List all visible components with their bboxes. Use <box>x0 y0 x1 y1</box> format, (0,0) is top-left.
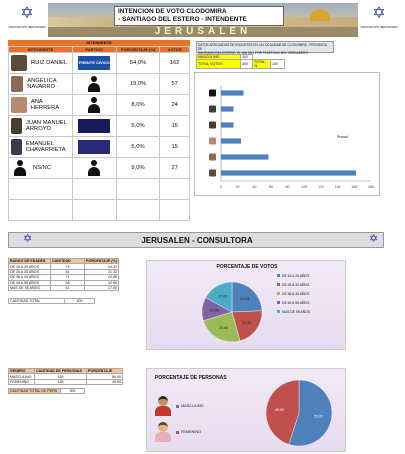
legend-label: DE 36 A 45 AÑOS <box>282 291 310 296</box>
party-logo <box>78 119 110 133</box>
legend-item <box>277 298 345 307</box>
logo-right <box>360 3 398 37</box>
bar-x-tick-label: 40 <box>252 185 257 189</box>
pie-data-label: 55.00 <box>314 414 324 419</box>
age-pct: 17.00 <box>85 285 119 290</box>
age-pie-legend <box>277 271 345 316</box>
person-silhouette-icon <box>87 97 101 113</box>
age-range: DE 26 A 35 AÑOS <box>9 269 51 274</box>
male-person-icon <box>155 396 171 416</box>
candidate-photo <box>11 139 22 155</box>
gender-label: FEMENINO <box>9 379 35 384</box>
gender-row <box>9 379 123 384</box>
col-header-porcentaje: PORCENTAJE (%) <box>116 47 160 53</box>
percent-cell: 8,0% <box>116 95 160 116</box>
bar-category-icon <box>209 170 216 177</box>
legend-label: FEMENINO <box>181 430 202 434</box>
gender-pct: 45.00 <box>87 379 123 384</box>
gender-label: MASCULINO <box>9 374 35 379</box>
percent-cell: 9,0% <box>116 158 160 179</box>
legend-item <box>277 271 345 280</box>
age-total-label: CANTIDAD TOTAL <box>9 299 65 304</box>
col-header-votos: VOTOS <box>160 47 190 53</box>
bar <box>221 170 356 175</box>
age-col-header: PORCENTAJE (%) <box>86 259 117 264</box>
bar-chart-note: Prosud <box>337 135 348 139</box>
age-row <box>9 285 119 290</box>
table-row <box>9 116 190 137</box>
party-logo-frente-civico: FRENTE CIVICO <box>78 56 110 70</box>
age-count: 74 <box>51 275 85 280</box>
candidate-name: JUAN MANUEL ARROYO <box>25 120 67 132</box>
party-cell <box>72 53 116 74</box>
legend-swatch <box>277 274 280 277</box>
table-banner: INTENDENTE <box>8 40 190 46</box>
logo-right-text: ASOCIACION JERUSALEN <box>360 25 398 29</box>
candidate-cell <box>9 137 73 158</box>
gender-col-header: PORCENTAJE <box>87 369 123 374</box>
age-range: MAS DE 55 AÑOS <box>9 285 51 290</box>
bar-x-tick-label: 100 <box>301 185 308 189</box>
age-pct: 21.33 <box>85 269 119 274</box>
consultora-band <box>8 232 384 248</box>
legend-label: DE 16 A 25 AÑOS <box>282 273 310 278</box>
candidate-photo <box>11 76 23 92</box>
bar-x-tick-label: 160 <box>351 185 358 189</box>
pie-data-label: 17.00 <box>218 294 228 299</box>
table-row <box>9 53 190 74</box>
age-pct: 24.66 <box>85 275 119 280</box>
age-range: DE 46 A 55 AÑOS <box>9 280 51 285</box>
summary-label-2: TOTAL VOTOS <box>197 60 241 69</box>
summary-label-3: TOTAL % <box>253 60 271 69</box>
table-row <box>9 158 190 179</box>
star-of-david-icon: ✡ <box>20 5 34 22</box>
bar <box>221 154 269 159</box>
bar-x-tick-label: 80 <box>285 185 290 189</box>
star-of-david-icon: ✡ <box>369 233 379 245</box>
votes-cell: 15 <box>160 116 190 137</box>
consultora-title: JERUSALEN - CONSULTORA <box>141 236 253 245</box>
summary-title-line2: SANTIAGO DEL ESTERO. EL DIA 31/1 POR TELEFONO DEL VERDADERO. <box>198 51 309 55</box>
party-cell <box>72 95 116 116</box>
gender-total-value: 300 <box>61 389 85 394</box>
legend-label: MASCULINO <box>181 404 204 408</box>
bar-category-icon <box>209 106 216 113</box>
bar-category-icon <box>209 138 216 145</box>
legend-swatch <box>277 292 280 295</box>
bar <box>221 90 244 95</box>
logo-left <box>8 3 46 37</box>
age-count: 51 <box>51 285 85 290</box>
votes-cell: 27 <box>160 158 190 179</box>
bar-chart-frame <box>194 72 380 196</box>
age-pct: 12.66 <box>85 280 119 285</box>
summary-value-1: 300 <box>241 55 253 60</box>
gender-count: 165 <box>35 374 87 379</box>
header-band: JERUSALEN <box>48 27 358 37</box>
pie-data-label: 24.66 <box>218 325 228 330</box>
age-count: 73 <box>51 264 85 269</box>
gender-col-header: GENERO <box>9 369 35 374</box>
gender-col-header: CANTIDAD DE PERSONAS <box>35 369 87 374</box>
votes-cell: 24 <box>160 95 190 116</box>
summary-table <box>196 54 285 69</box>
bar-x-tick-label: 180 <box>368 185 374 189</box>
candidate-name: ANGELICA NAVARRO <box>27 78 57 90</box>
bar-x-tick-label: 120 <box>318 185 324 189</box>
bar-chart <box>195 73 381 197</box>
summary-title <box>196 41 334 53</box>
gender-pie-chart <box>263 377 335 449</box>
candidate-photo <box>11 118 22 134</box>
legend-item <box>277 307 345 316</box>
summary-title-line1: DATOS ARROJADOS DE ENCUESTA EN LA LOCALIDAD DE CLODOMIRA - PROVINCIA DE <box>198 43 327 51</box>
age-count: 38 <box>51 280 85 285</box>
candidate-cell <box>9 116 73 137</box>
legend-swatch <box>277 301 280 304</box>
legend-swatch <box>176 405 179 408</box>
percent-cell: 54,0% <box>116 53 160 74</box>
female-person-icon <box>155 422 171 442</box>
percent-cell: 5,0% <box>116 137 160 158</box>
legend-swatch <box>277 310 280 313</box>
candidate-cell <box>9 53 73 74</box>
bar-x-tick-label: 140 <box>334 185 341 189</box>
pie-data-label: 24.33 <box>239 297 249 302</box>
legend-label: DE 46 A 55 AÑOS <box>282 300 310 305</box>
age-range: DE 36 A 45 AÑOS <box>9 275 51 280</box>
person-silhouette-icon <box>87 160 101 176</box>
age-col-header: CANTIDAD <box>51 259 85 264</box>
bar <box>221 106 234 111</box>
legend-swatch <box>277 283 280 286</box>
legend-label: DE 26 A 35 AÑOS <box>282 282 310 287</box>
age-pie-title: PORCENTAJE DE VOTOS <box>216 264 278 270</box>
party-cell <box>72 158 116 179</box>
party-cell <box>72 116 116 137</box>
candidate-cell <box>9 158 73 179</box>
age-pie-chart <box>197 277 267 347</box>
gender-table <box>8 368 123 385</box>
bar-category-icon <box>209 122 216 129</box>
summary-value-3: 100 <box>271 60 285 69</box>
legend-item <box>277 289 345 298</box>
legend-item <box>277 280 345 289</box>
age-total-table <box>8 298 95 304</box>
summary-value-2: 300 <box>241 60 253 69</box>
table-row <box>9 137 190 158</box>
bar-x-tick-label: 60 <box>269 185 273 189</box>
gender-count: 135 <box>35 379 87 384</box>
bar <box>221 122 234 127</box>
age-count: 64 <box>51 269 85 274</box>
pie-data-label: 21.33 <box>242 320 252 325</box>
age-col-header: RANGO DE EDADES <box>9 259 51 264</box>
gender-pie-title: PORCENTAJE DE PERSONAS <box>155 375 227 381</box>
header-title-line1: INTENCION DE VOTO CLODOMIRA <box>118 8 227 15</box>
summary-label-1: MASCULINO <box>197 55 241 60</box>
candidate-photo <box>11 55 27 71</box>
candidate-name: EMANUEL CHAVARRIETA <box>25 141 66 153</box>
candidate-name: NS/NC <box>33 165 52 171</box>
table-row <box>9 74 190 95</box>
logo-left-text: ASOCIACION JERUSALEN <box>8 25 46 29</box>
bar-x-tick-label: 20 <box>235 185 240 189</box>
candidate-cell <box>9 95 73 116</box>
golden-dome <box>310 9 330 21</box>
col-header-partido: PARTIDO <box>72 47 116 53</box>
candidate-table <box>8 46 190 221</box>
candidate-name: ANA HERRERA <box>30 99 60 111</box>
age-pie-panel <box>146 260 346 350</box>
gender-pct: 55.00 <box>87 374 123 379</box>
bar-x-tick-label: 0 <box>220 185 222 189</box>
header-title-line2: - SANTIAGO DEL ESTERO - INTENDENTE <box>118 16 247 23</box>
party-cell <box>72 74 116 95</box>
percent-cell: 5,0% <box>116 116 160 137</box>
candidate-name: RUIZ DANIEL <box>31 60 68 66</box>
age-total-value: 300 <box>65 299 95 304</box>
age-range: DE 16 A 25 AÑOS <box>9 264 51 269</box>
party-logo <box>78 140 110 154</box>
votes-cell: 162 <box>160 53 190 74</box>
age-pct: 24.33 <box>85 264 119 269</box>
age-table <box>8 258 119 291</box>
legend-swatch <box>176 431 179 434</box>
legend-label: MAS DE 55 AÑOS <box>282 309 311 314</box>
party-cell <box>72 137 116 158</box>
star-of-david-icon: ✡ <box>372 5 386 22</box>
table-row-empty <box>9 179 190 200</box>
person-silhouette-icon <box>13 160 27 176</box>
gender-legend <box>155 393 235 445</box>
votes-cell: 57 <box>160 74 190 95</box>
percent-cell: 19,0% <box>116 74 160 95</box>
bar <box>221 138 241 143</box>
col-header-intendente: INTENDENTE <box>9 47 73 53</box>
gender-total-label: CANTIDAD TOTAL DE PERS. <box>9 389 61 394</box>
table-row <box>9 95 190 116</box>
legend-item <box>155 393 235 419</box>
table-row-empty <box>9 200 190 221</box>
header-title-box <box>114 6 284 26</box>
pie-data-label: 45.00 <box>274 408 284 413</box>
gender-pie-panel <box>146 368 346 452</box>
bar-category-icon <box>209 90 216 97</box>
gender-total-table <box>8 388 85 394</box>
candidate-cell <box>9 74 73 95</box>
star-of-david-icon: ✡ <box>23 233 33 245</box>
candidate-photo <box>11 97 27 113</box>
person-silhouette-icon <box>87 76 101 92</box>
header <box>8 3 398 37</box>
votes-cell: 15 <box>160 137 190 158</box>
pie-data-label: 12.66 <box>209 308 219 313</box>
legend-item <box>155 419 235 445</box>
bar-category-icon <box>209 154 216 161</box>
